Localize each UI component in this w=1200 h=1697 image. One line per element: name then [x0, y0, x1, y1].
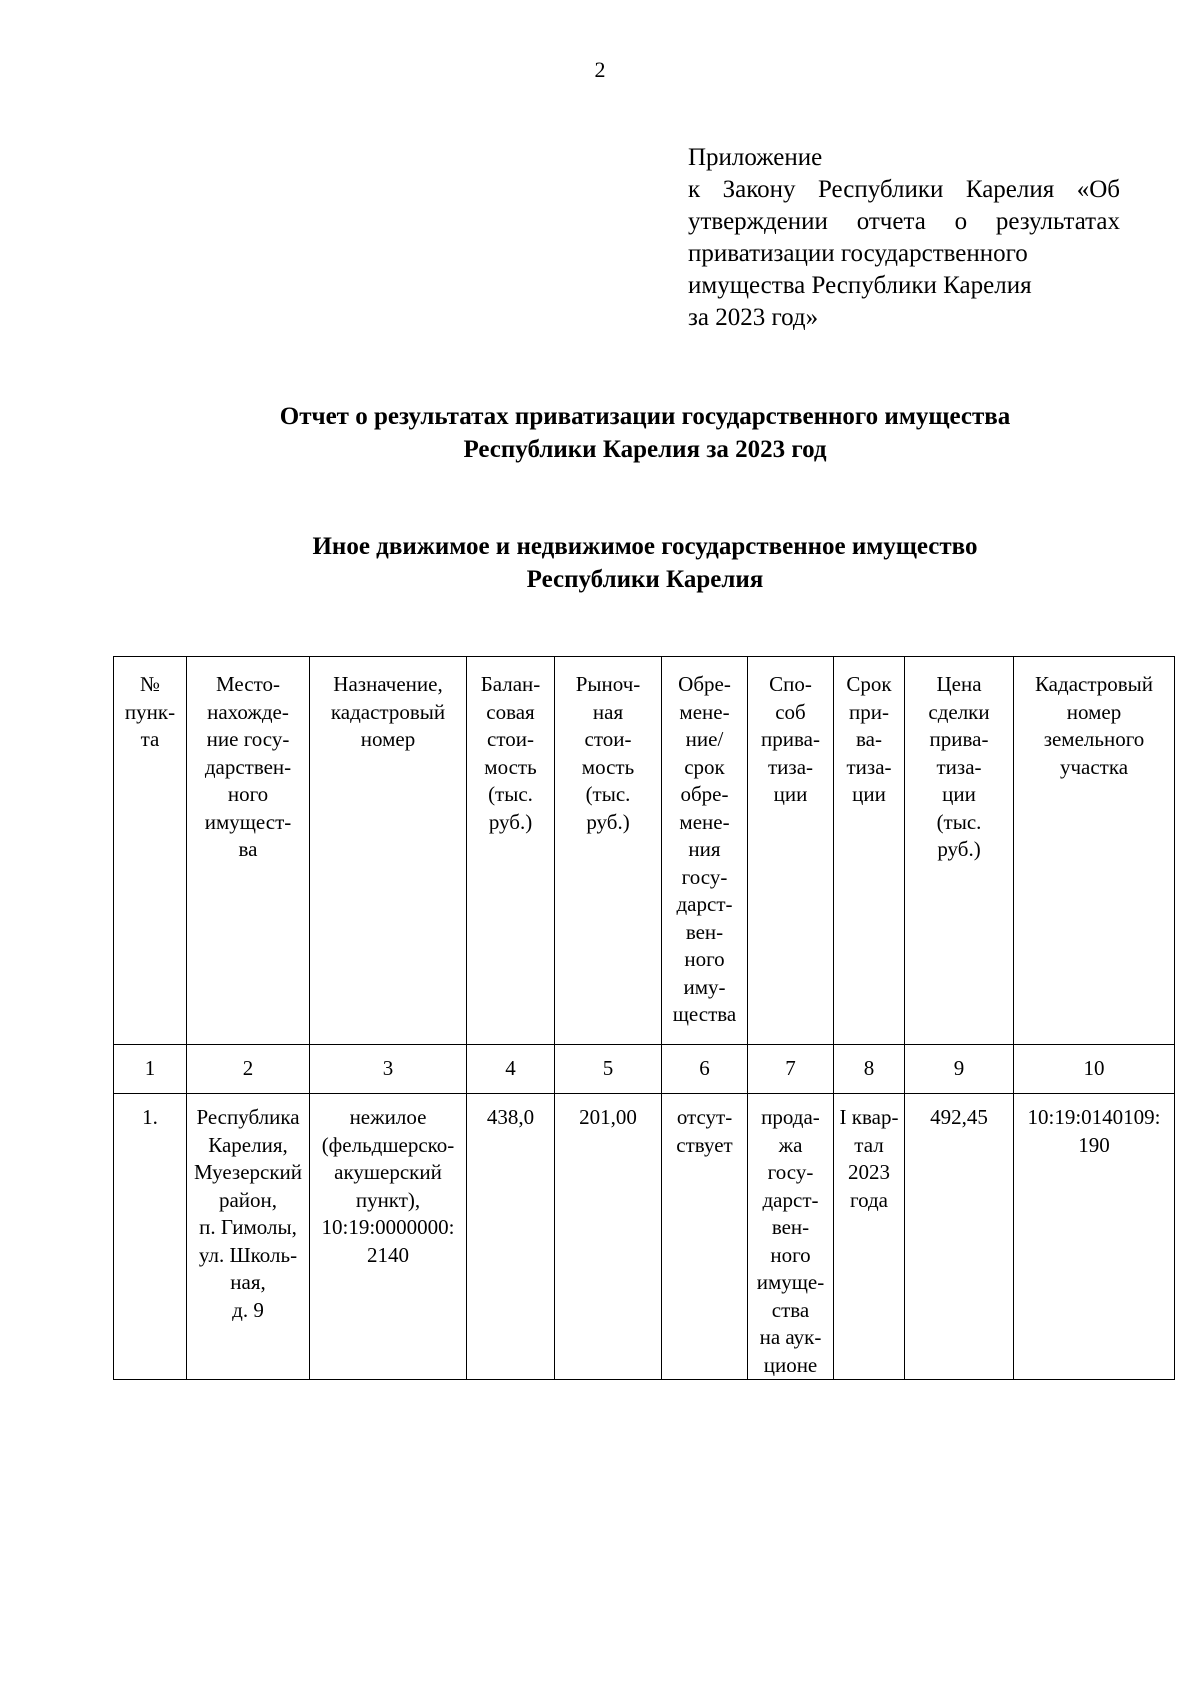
cell-text-line: мость — [581, 754, 635, 779]
cell-text-line: ционе — [763, 1352, 818, 1377]
cell-text-line: 492,45 — [930, 1105, 988, 1129]
cell-text-line: ная, — [230, 1270, 266, 1294]
column-header-4 — [467, 657, 555, 1045]
cell-text-line: номер — [360, 727, 416, 751]
cell-text-line: 2023 — [848, 1160, 890, 1184]
cell-text-line: Цена — [936, 672, 982, 696]
column-number-cell: 10 — [1014, 1045, 1175, 1094]
cell-text-line: (тыс. — [585, 782, 631, 806]
cell-text-line: (тыс. — [488, 782, 533, 806]
cell-text-line: 1. — [142, 1105, 158, 1129]
table-cell-col-2 — [187, 1094, 310, 1380]
cell-text-line: щества — [672, 1002, 737, 1026]
report-title — [0, 400, 1200, 466]
cell-text-line: при- — [849, 699, 889, 724]
section-subtitle — [0, 530, 1200, 596]
cell-text-line: дарст- — [676, 892, 733, 916]
cell-text-line: на аук- — [759, 1325, 822, 1349]
cell-text-line: ции — [852, 782, 886, 806]
cell-text-line: прива- — [929, 727, 989, 751]
cell-text-line: соб — [775, 699, 806, 724]
cell-text-line: иму- — [683, 974, 726, 999]
cell-text-line: ул. Школь- — [198, 1242, 298, 1267]
table-cell-col-6 — [662, 1094, 748, 1380]
cell-text-line: 10:19:0000000: — [321, 1215, 455, 1239]
cell-text-line: совая — [486, 699, 535, 724]
cell-text-line: (фельдшерско- — [321, 1132, 455, 1157]
cell-text-line: отсут- — [676, 1105, 733, 1129]
cell-text-line: (тыс. — [936, 809, 982, 834]
cell-text-line: ного — [770, 1242, 811, 1267]
cell-text-line: руб.) — [937, 837, 981, 861]
cell-text-line: участка — [1059, 754, 1129, 779]
cell-text-line: ва — [238, 837, 258, 861]
table-cell-col-7 — [748, 1094, 834, 1380]
cell-text-line: ва- — [856, 727, 882, 751]
column-number-cell: 2 — [187, 1045, 310, 1094]
cell-text-line: тиза- — [936, 754, 982, 779]
cell-text-line: ного — [227, 782, 269, 806]
column-header-7 — [748, 657, 834, 1045]
table-cell-col-4 — [467, 1094, 555, 1380]
cell-text-line: дарст- — [762, 1187, 819, 1212]
cell-text-line: жа — [778, 1132, 803, 1157]
cell-text-line: обре- — [680, 782, 729, 806]
column-header-2 — [187, 657, 310, 1045]
table-cell-col-5 — [555, 1094, 662, 1380]
section-subtitle-line: Иное движимое и недвижимое государственное имущество — [312, 533, 978, 560]
cell-text-line: Срок — [846, 672, 892, 696]
column-number-cell: 8 — [834, 1045, 905, 1094]
appendix-line: Приложение — [688, 144, 823, 171]
appendix-line: приватизации государственного — [688, 240, 1028, 267]
cell-text-line: 201,00 — [579, 1105, 637, 1129]
cell-text-line: срок — [684, 754, 725, 779]
cell-text-line: ции — [773, 782, 808, 806]
column-number-cell: 3 — [310, 1045, 467, 1094]
cell-text-line: ции — [942, 782, 976, 806]
cell-text-line: Спо- — [769, 672, 812, 696]
cell-text-line: руб.) — [586, 809, 630, 834]
cell-text-line: I квар- — [839, 1105, 899, 1129]
cell-text-line: ния — [688, 837, 721, 861]
cell-text-line: тиза- — [767, 754, 814, 779]
cell-text-line: сделки — [928, 699, 990, 724]
column-header-10 — [1014, 657, 1175, 1045]
cell-text-line: прива- — [761, 727, 820, 751]
appendix-line: имущества Республики Карелия — [688, 272, 1032, 299]
cell-text-line: вен- — [771, 1215, 810, 1239]
appendix-line: утверждении отчета о результатах — [688, 208, 1120, 235]
cell-text-line: номер — [1066, 699, 1122, 724]
appendix-line: за 2023 год» — [688, 304, 819, 331]
cell-text-line: 438,0 — [486, 1105, 535, 1129]
column-number-cell: 4 — [467, 1045, 555, 1094]
cell-text-line: нахожде- — [207, 699, 289, 724]
cell-text-line: кадастровый — [330, 699, 446, 724]
cell-text-line: руб.) — [488, 809, 533, 834]
table-cell-col-10 — [1014, 1094, 1175, 1380]
cell-text-line: Балан- — [480, 672, 541, 696]
cell-text-line: Обре- — [678, 672, 731, 696]
column-header-9 — [905, 657, 1014, 1045]
cell-text-line: Республика — [196, 1105, 300, 1129]
cell-text-line: мость — [484, 754, 537, 779]
cell-text-line: ние/ — [685, 727, 724, 751]
appendix-block — [688, 142, 1120, 334]
cell-text-line: пункт), — [355, 1187, 421, 1212]
cell-text-line: тал — [854, 1132, 884, 1157]
column-number-cell: 9 — [905, 1045, 1014, 1094]
cell-text-line: госу- — [681, 864, 728, 889]
cell-text-line: Муезерский — [193, 1160, 303, 1184]
privatization-table — [113, 656, 1175, 1380]
cell-text-line: имущест- — [204, 809, 292, 834]
cell-text-line: тиза- — [846, 754, 892, 779]
page-number: 2 — [594, 57, 606, 82]
cell-text-line: ние госу- — [206, 727, 290, 751]
cell-text-line: Кадастровый — [1034, 672, 1154, 696]
cell-text-line: 2140 — [367, 1242, 409, 1267]
table-cell-col-9 — [905, 1094, 1014, 1380]
cell-text-line: ного — [684, 947, 725, 971]
cell-text-line: ства — [771, 1297, 810, 1322]
cell-text-line: д. 9 — [232, 1297, 264, 1322]
cell-text-line: 190 — [1078, 1132, 1110, 1157]
cell-text-line: ствует — [676, 1132, 733, 1157]
table-cell-col-1 — [114, 1094, 187, 1380]
cell-text-line: имуще- — [756, 1270, 825, 1294]
column-number-cell: 6 — [662, 1045, 748, 1094]
report-title-line: Республики Карелия за 2023 год — [463, 436, 827, 463]
cell-text-line: № — [139, 672, 161, 696]
column-header-8 — [834, 657, 905, 1045]
cell-text-line: дарствен- — [204, 754, 292, 779]
column-number-cell: 5 — [555, 1045, 662, 1094]
cell-text-line: п. Гимолы, — [199, 1215, 297, 1239]
appendix-line: к Закону Республики Карелия «Об — [688, 176, 1120, 203]
report-title-line: Отчет о результатах приватизации государственного имущества — [279, 403, 1011, 430]
cell-text-line: 10:19:0140109: — [1027, 1105, 1161, 1129]
column-header-5 — [555, 657, 662, 1045]
table-row — [114, 1094, 1175, 1380]
cell-text-line: мене- — [679, 699, 730, 724]
cell-text-line: вен- — [685, 919, 724, 944]
cell-text-line: нежилое — [349, 1105, 427, 1129]
cell-text-line: мене- — [679, 809, 730, 834]
cell-text-line: Рыноч- — [575, 672, 641, 696]
cell-text-line: стои- — [487, 727, 534, 751]
cell-text-line: пунк- — [124, 699, 176, 724]
section-subtitle-line: Республики Карелия — [526, 566, 764, 593]
cell-text-line: та — [140, 727, 160, 751]
cell-text-line: район, — [218, 1187, 278, 1212]
cell-text-line: ная — [592, 699, 624, 724]
cell-text-line: Назначение, — [333, 672, 443, 696]
cell-text-line: прода- — [761, 1105, 820, 1129]
column-number-row — [114, 1045, 1175, 1094]
table-cell-col-8 — [834, 1094, 905, 1380]
cell-text-line: акушерский — [334, 1160, 442, 1184]
table-header-row — [114, 657, 1175, 1045]
table-cell-col-3 — [310, 1094, 467, 1380]
column-number-cell: 1 — [114, 1045, 187, 1094]
column-header-3 — [310, 657, 467, 1045]
column-number-cell: 7 — [748, 1045, 834, 1094]
cell-text-line: года — [850, 1187, 888, 1212]
cell-text-line: Место- — [216, 672, 280, 696]
cell-text-line: Карелия, — [208, 1132, 288, 1157]
cell-text-line: стои- — [584, 727, 632, 751]
column-header-1 — [114, 657, 187, 1045]
cell-text-line: земельного — [1043, 727, 1145, 751]
cell-text-line: госу- — [767, 1160, 814, 1184]
column-header-6 — [662, 657, 748, 1045]
